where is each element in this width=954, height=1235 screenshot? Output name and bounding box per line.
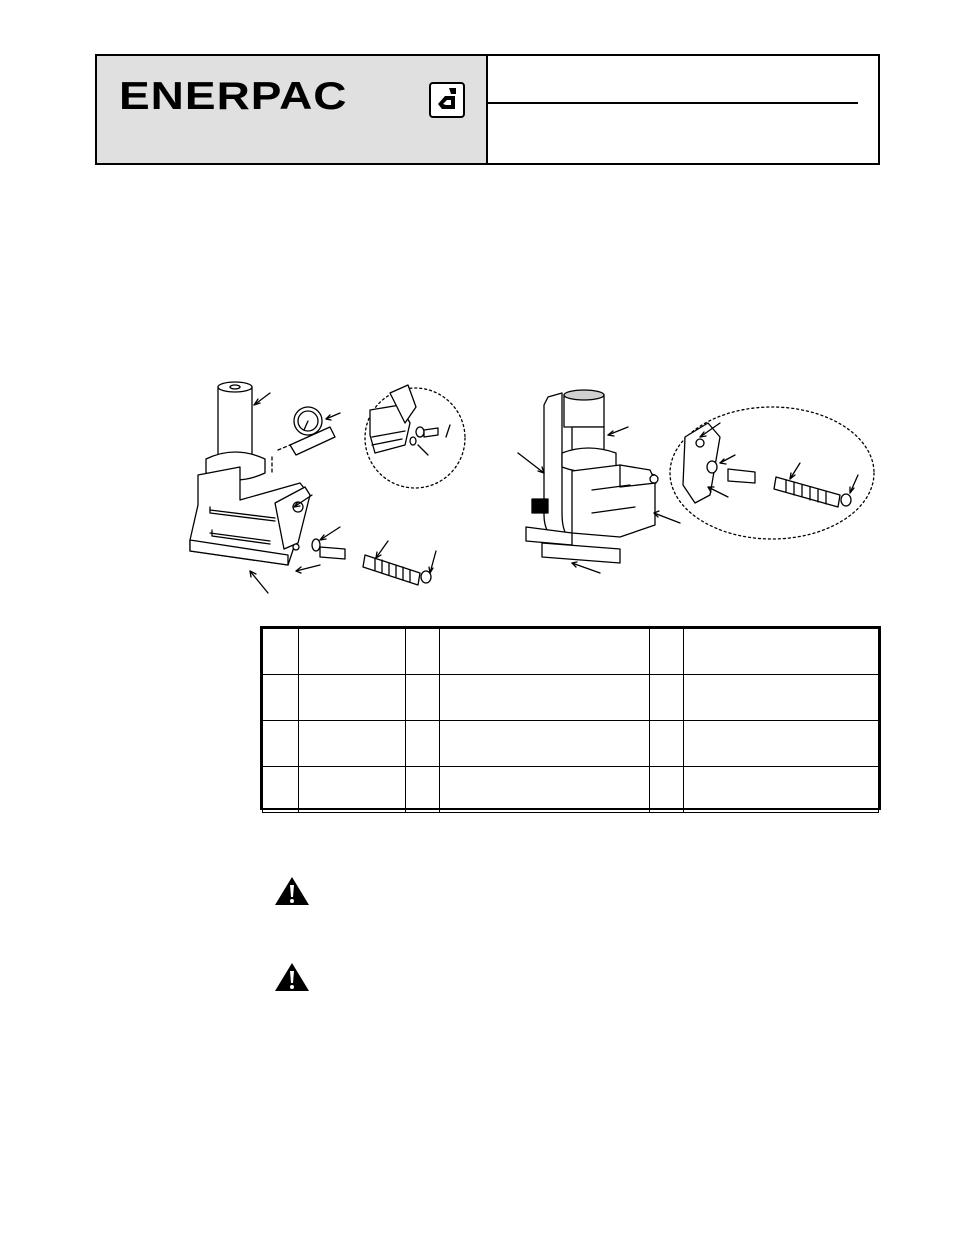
table-cell: [440, 767, 650, 813]
table-cell: [650, 721, 684, 767]
table-cell: [299, 767, 406, 813]
table-row: [263, 767, 879, 813]
table-cell: [684, 767, 879, 813]
table-cell: [650, 767, 684, 813]
left-detail-bubble: [365, 385, 465, 488]
table-cell: [263, 629, 299, 675]
table-cell: [299, 629, 406, 675]
table-cell: [299, 675, 406, 721]
table-cell: [684, 675, 879, 721]
setup-illustration: [180, 375, 880, 610]
header-title-cell: [490, 56, 878, 102]
table-cell: [406, 629, 440, 675]
logo-cell: [97, 56, 488, 163]
table-cell: [263, 675, 299, 721]
table-cell: [684, 721, 879, 767]
table-cell: [263, 767, 299, 813]
table-cell: [650, 629, 684, 675]
warning-triangle-icon: [274, 876, 310, 906]
table-row: [263, 675, 879, 721]
table-cell: [406, 767, 440, 813]
table-cell: [406, 721, 440, 767]
table-cell: [406, 675, 440, 721]
parts-table: [260, 626, 881, 810]
header-subtitle-cell: [490, 104, 878, 163]
right-assembly: [518, 390, 680, 573]
table-cell: [299, 721, 406, 767]
table-cell: [440, 629, 650, 675]
parts-table-grid: [262, 628, 879, 813]
table-cell: [440, 721, 650, 767]
warning-triangle-icon: [274, 962, 310, 992]
table-cell: [684, 629, 879, 675]
table-cell: [650, 675, 684, 721]
right-detail-bubble: [670, 407, 874, 539]
table-cell: [440, 675, 650, 721]
table-cell: [263, 721, 299, 767]
table-row: [263, 721, 879, 767]
document-header: [95, 54, 880, 165]
table-row: [263, 629, 879, 675]
enerpac-mark-icon: [429, 82, 465, 118]
brand-logo-text: ENERPAC: [119, 73, 348, 118]
